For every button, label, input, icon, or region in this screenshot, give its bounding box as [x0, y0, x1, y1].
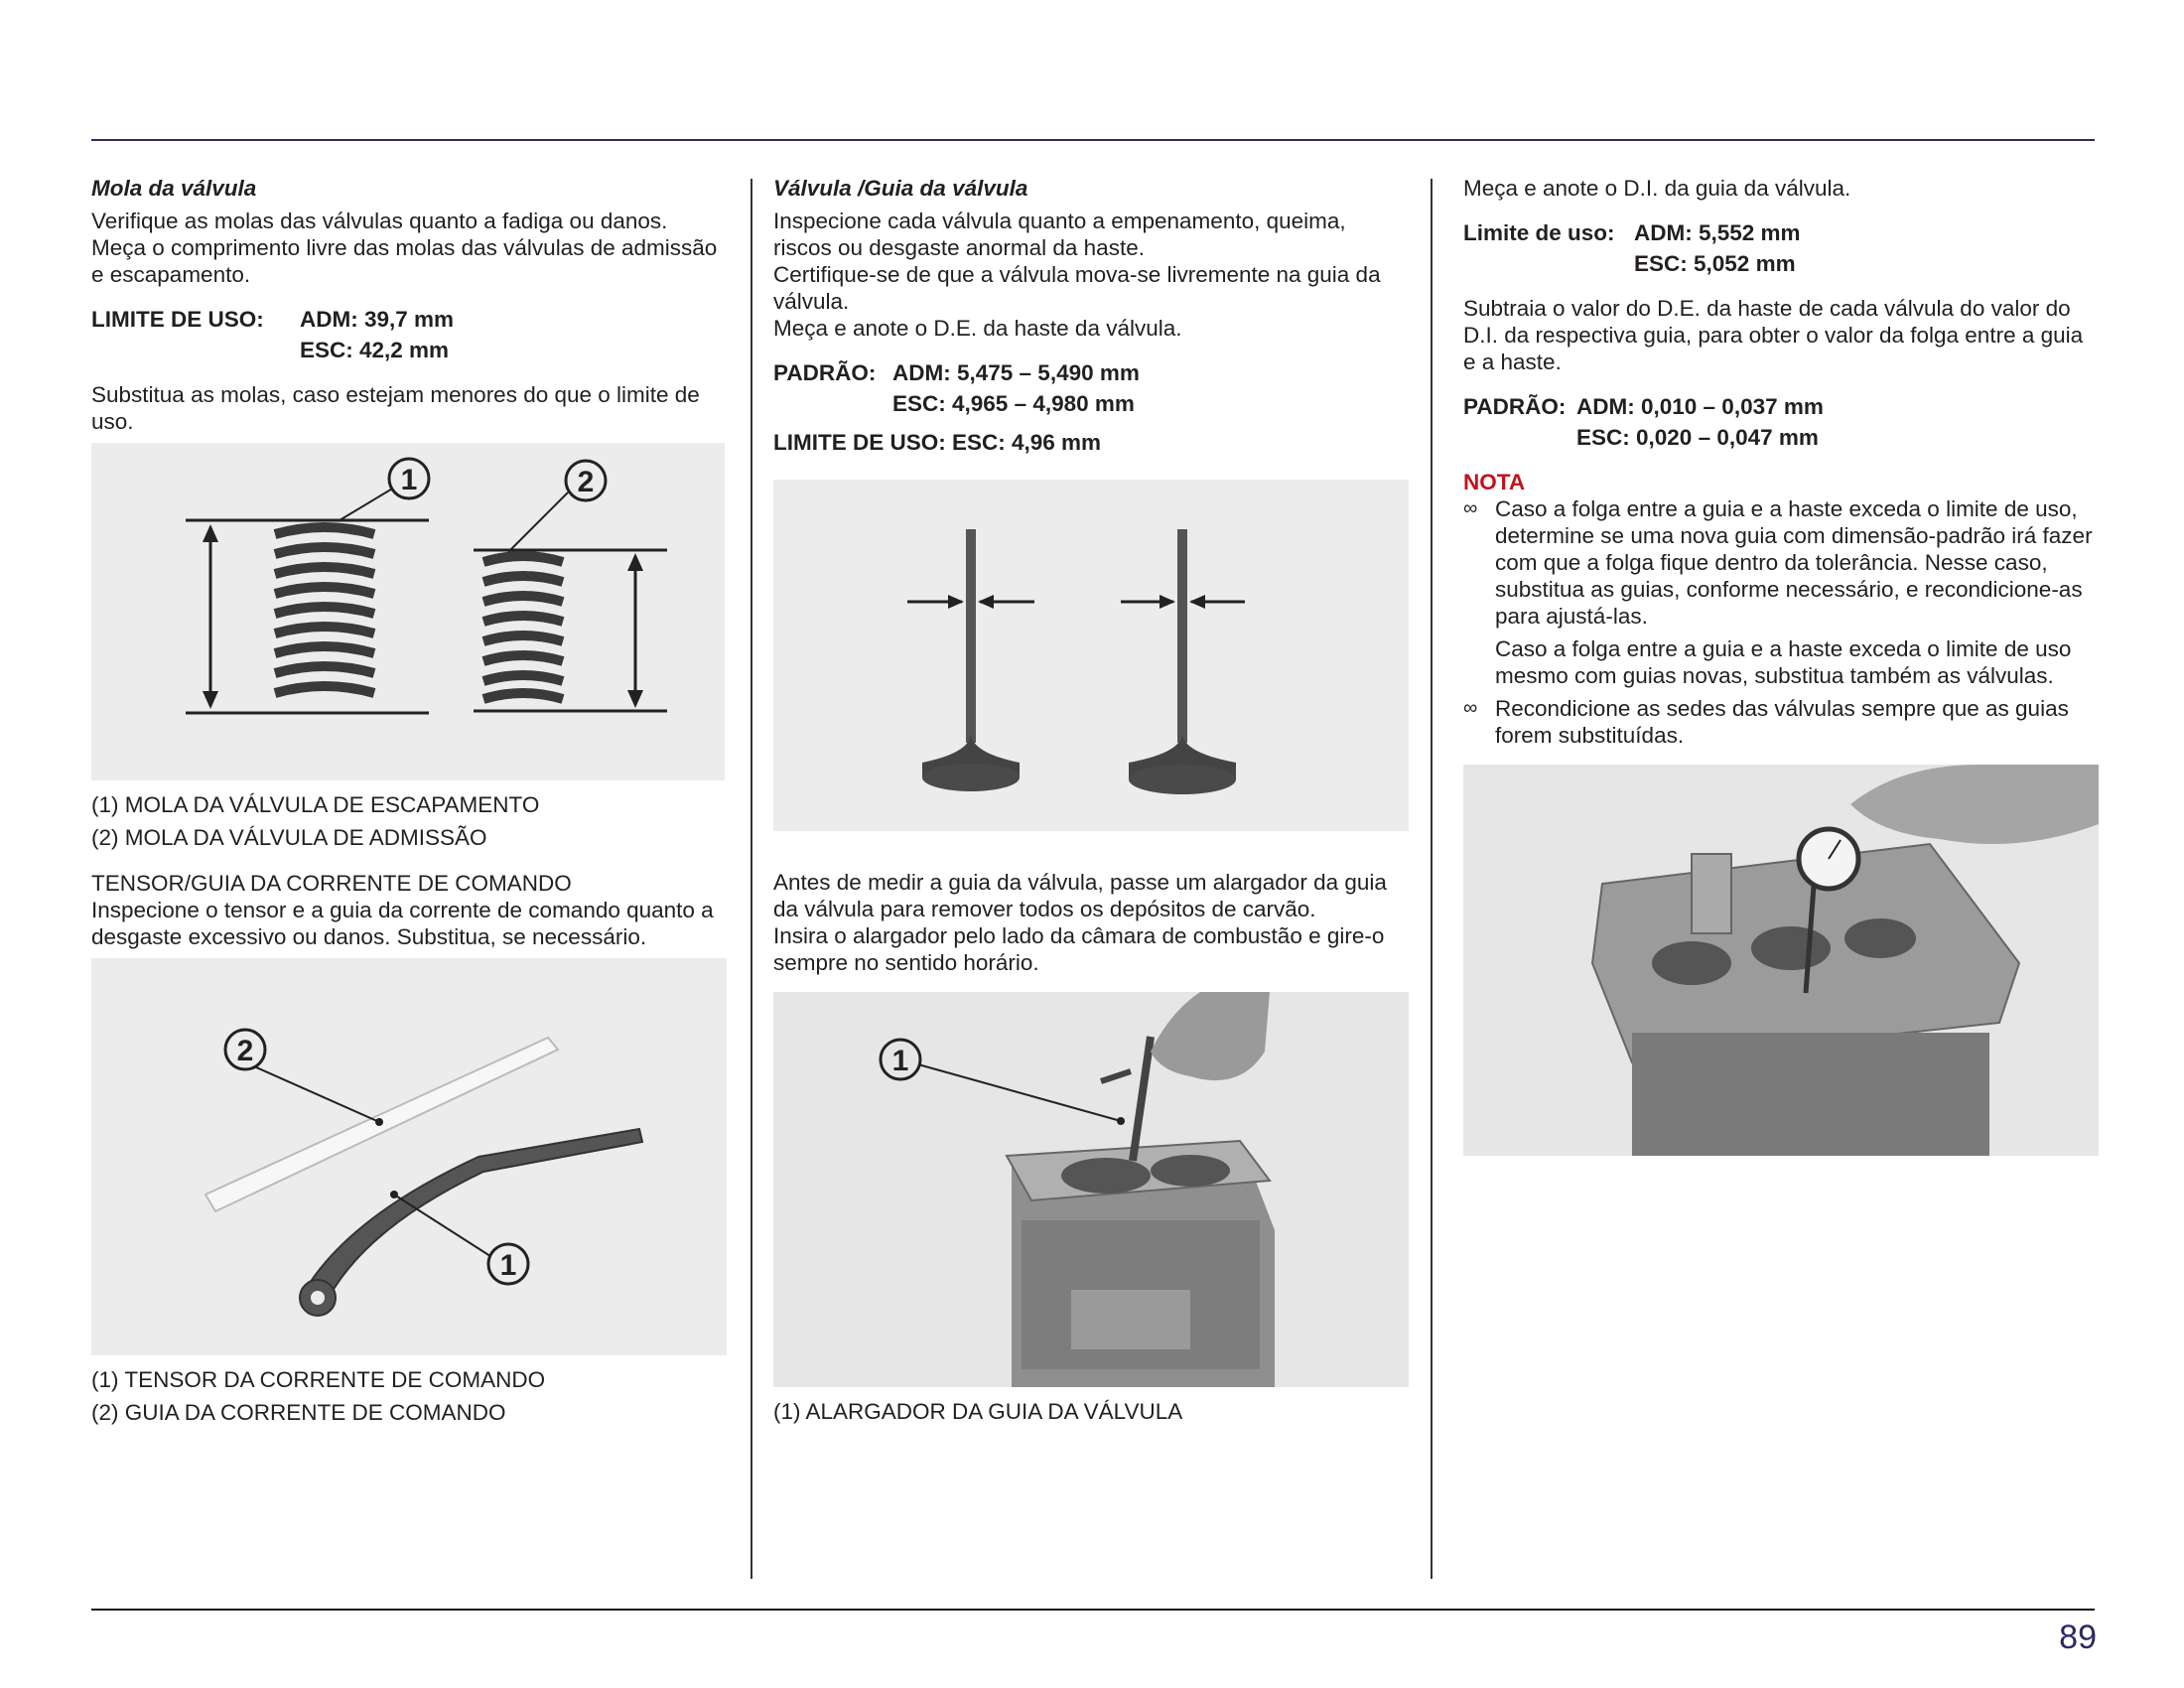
spec-standard-esc — [1463, 422, 2099, 453]
spec-limit-esc — [1463, 248, 2099, 279]
spec-limit-adm — [91, 304, 727, 335]
callout-1: 1 — [499, 1249, 517, 1282]
note-text: Recondicione as sedes das válvulas sempre que as guias forem substituídas. — [1495, 696, 2069, 748]
section-heading-valve-guide: Válvula /Guia da válvula — [773, 176, 1028, 201]
spec-label: PADRÃO: — [1463, 394, 1567, 419]
paragraph: Meça e anote o D.E. da haste da válvula. — [773, 316, 1182, 341]
valves-illustration — [773, 480, 1409, 831]
figure-caption: (1) TENSOR DA CORRENTE DE COMANDO — [91, 1367, 546, 1392]
spec-value: ADM: 5,552 mm — [1634, 220, 1801, 245]
note-text: Caso a folga entre a guia e a haste exceda o limite de uso mesmo com guias novas, substitua também as válvulas. — [1495, 636, 2072, 688]
figure-caption: (1) MOLA DA VÁLVULA DE ESCAPAMENTO — [91, 792, 540, 817]
column-3 — [1463, 175, 2099, 1156]
spec-standard-adm — [773, 357, 1409, 388]
spec-label: LIMITE DE USO: — [91, 307, 264, 332]
paragraph: Meça o comprimento livre das molas das válvulas de admissão e escapamento. — [91, 235, 718, 287]
paragraph: Inspecione cada válvula quanto a empenamento, queima, riscos ou desgaste anormal da haste. — [773, 209, 1346, 260]
figure-caption: (2) GUIA DA CORRENTE DE COMANDO — [91, 1400, 506, 1425]
spec-standard-adm — [1463, 391, 2099, 422]
spec-value: ESC: 42,2 mm — [300, 338, 450, 362]
spec-limit — [773, 427, 1409, 458]
infinity-bullet-icon: ∞ — [1463, 497, 1478, 519]
bottom-rule — [91, 1609, 2095, 1611]
valve-springs-illustration — [91, 443, 725, 780]
tensioner-guide-illustration — [91, 958, 727, 1355]
bore-gauge-illustration — [1463, 765, 2099, 1156]
column-divider-2 — [1431, 179, 1433, 1579]
spec-value: ADM: 0,010 – 0,037 mm — [1576, 394, 1824, 419]
paragraph: Meça e anote o D.I. da guia da válvula. — [1463, 176, 1851, 201]
figure-cam-chain-tensioner — [91, 958, 727, 1355]
reamer-illustration — [773, 992, 1409, 1387]
spec-value: ESC: 4,965 – 4,980 mm — [892, 391, 1135, 416]
spec-value: ESC: 5,052 mm — [1634, 251, 1796, 276]
figure-valve-guide-reamer — [773, 992, 1409, 1387]
top-rule — [91, 139, 2095, 141]
figure-caption: (2) MOLA DA VÁLVULA DE ADMISSÃO — [91, 825, 487, 850]
column-2 — [773, 175, 1409, 1428]
note-title: NOTA — [1463, 470, 1526, 494]
column-1 — [91, 175, 727, 1429]
note-bullet — [1463, 695, 2099, 749]
figure-caption: (1) ALARGADOR DA GUIA DA VÁLVULA — [773, 1399, 1183, 1424]
callout-2: 2 — [577, 466, 595, 498]
figure-valve-springs — [91, 443, 725, 780]
column-divider-1 — [751, 179, 752, 1579]
infinity-bullet-icon: ∞ — [1463, 697, 1478, 719]
paragraph: Inspecione o tensor e a guia da corrente de comando quanto a desgaste excessivo ou danos. Substitua, se necessário. — [91, 898, 714, 949]
paragraph: Insira o alargador pelo lado da câmara de combustão e gire-o sempre no sentido horário. — [773, 923, 1385, 975]
paragraph: Verifique as molas das válvulas quanto a fadiga ou danos. — [91, 209, 668, 233]
spec-limit-esc — [91, 335, 727, 365]
paragraph: Certifique-se de que a válvula mova-se livremente na guia da válvula. — [773, 262, 1381, 314]
callout-1: 1 — [400, 464, 418, 496]
spec-label: Limite de uso: — [1463, 220, 1615, 245]
note-bullet — [1463, 495, 2099, 689]
spec-label: PADRÃO: — [773, 360, 877, 385]
callout-2: 2 — [236, 1035, 254, 1067]
paragraph: Antes de medir a guia da válvula, passe um alargador da guia da válvula para remover todos os depósitos de carvão. — [773, 870, 1387, 921]
spec-standard-esc — [773, 388, 1409, 419]
figure-valves — [773, 480, 1409, 831]
section-heading-tensioner: TENSOR/GUIA DA CORRENTE DE COMANDO — [91, 871, 572, 896]
paragraph: Substitua as molas, caso estejam menores do que o limite de uso. — [91, 382, 700, 434]
spec-value: ADM: 39,7 mm — [300, 307, 455, 332]
spec-value: ESC: 0,020 – 0,047 mm — [1576, 425, 1819, 450]
figure-bore-gauge-measurement — [1463, 765, 2099, 1156]
note-text: Caso a folga entre a guia e a haste exceda o limite de uso, determine se uma nova guia com dimensão-padrão irá fazer com que a folga fique dentro da tolerância. Nesse caso, substitua as guias, conforme necessário, e recondicione-as para ajustá-las. — [1495, 496, 2093, 629]
page-number: 89 — [2059, 1618, 2097, 1656]
spec-limit-adm — [1463, 217, 2099, 248]
paragraph: Subtraia o valor do D.E. da haste de cada válvula do valor do D.I. da respectiva guia, para obter o valor da folga entre a guia e a haste. — [1463, 296, 2084, 374]
section-heading-valve-spring: Mola da válvula — [91, 176, 257, 201]
spec-value: LIMITE DE USO: ESC: 4,96 mm — [773, 430, 1102, 455]
spec-value: ADM: 5,475 – 5,490 mm — [892, 360, 1140, 385]
callout-1: 1 — [891, 1045, 909, 1077]
